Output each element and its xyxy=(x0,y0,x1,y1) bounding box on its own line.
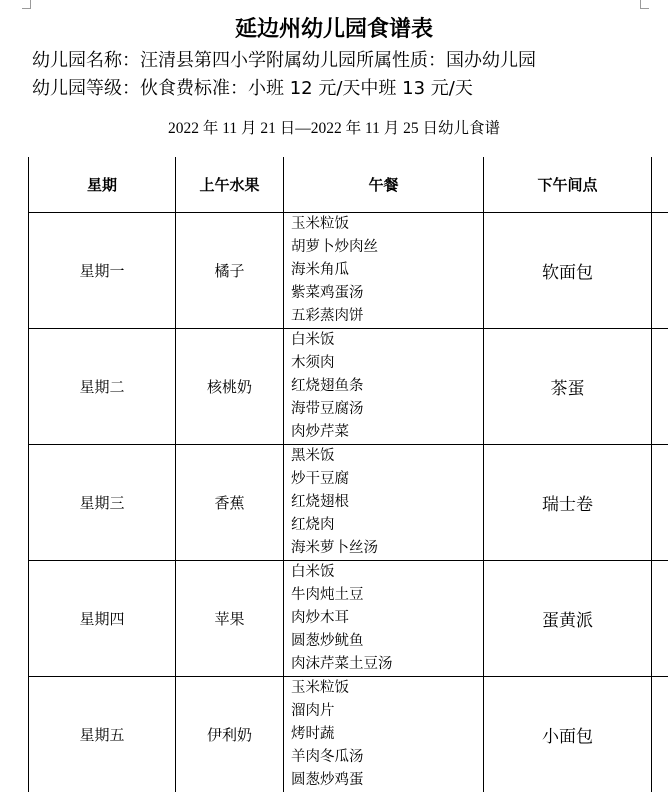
lunch-item: 白米饭 xyxy=(291,563,335,580)
lunch-cell xyxy=(284,444,484,560)
fruit-cell: 橘子 xyxy=(176,212,284,328)
snack-cell: 小面包 xyxy=(484,676,652,792)
lunch-item: 烤时蔬 xyxy=(291,725,335,742)
extra-cell xyxy=(652,444,668,560)
page-corner-mark-left xyxy=(22,0,31,9)
extra-cell xyxy=(652,212,668,328)
lunch-item: 玉米粒饭 xyxy=(291,679,349,696)
lunch-item: 牛肉炖土豆 xyxy=(291,586,364,603)
weekday-cell: 星期三 xyxy=(29,444,176,560)
header-weekday: 星期 xyxy=(29,157,176,212)
table-row xyxy=(29,444,668,560)
lunch-item: 圆葱炒鱿鱼 xyxy=(291,632,364,649)
lunch-item: 肉沫芹菜土豆汤 xyxy=(291,655,393,672)
lunch-cell xyxy=(284,676,484,792)
kindergarten-name-line: 幼儿园名称：汪清县第四小学附属幼儿园所属性质：国办幼儿园 xyxy=(32,50,536,71)
lunch-item: 炒干豆腐 xyxy=(291,470,349,487)
header-morning-fruit: 上午水果 xyxy=(176,157,284,212)
table-header-row xyxy=(29,157,668,212)
lunch-item: 紫菜鸡蛋汤 xyxy=(291,284,364,301)
lunch-item: 红烧肉 xyxy=(291,516,335,533)
extra-cell xyxy=(652,676,668,792)
lunch-item: 白米饭 xyxy=(291,331,335,348)
weekday-cell: 星期四 xyxy=(29,560,176,676)
lunch-cell xyxy=(284,212,484,328)
weekly-menu-table xyxy=(28,157,668,792)
table-row xyxy=(29,328,668,444)
snack-cell: 软面包 xyxy=(484,212,652,328)
lunch-item: 海带豆腐汤 xyxy=(291,400,364,417)
snack-cell: 茶蛋 xyxy=(484,328,652,444)
lunch-item: 羊肉冬瓜汤 xyxy=(291,748,364,765)
lunch-item: 肉炒芹菜 xyxy=(291,423,349,440)
lunch-item: 海米萝卜丝汤 xyxy=(291,539,378,556)
lunch-item: 木须肉 xyxy=(291,354,335,371)
lunch-item: 溜肉片 xyxy=(291,702,335,719)
extra-cell xyxy=(652,328,668,444)
table-row xyxy=(29,560,668,676)
header-extra-column xyxy=(652,157,668,212)
lunch-item: 胡萝卜炒肉丝 xyxy=(291,238,378,255)
weekday-cell: 星期五 xyxy=(29,676,176,792)
lunch-item: 海米角瓜 xyxy=(291,261,349,278)
lunch-item: 肉炒木耳 xyxy=(291,609,349,626)
page-corner-mark-right xyxy=(640,0,649,9)
lunch-item: 圆葱炒鸡蛋 xyxy=(291,771,364,788)
lunch-item: 玉米粒饭 xyxy=(291,215,349,232)
menu-date-range: 2022 年 11 月 21 日—2022 年 11 月 25 日幼儿食谱 xyxy=(167,120,501,137)
kindergarten-level-line: 幼儿园等级：伙食费标准：小班 12 元/天中班 13 元/天 xyxy=(32,78,473,99)
weekday-cell: 星期二 xyxy=(29,328,176,444)
table-row xyxy=(29,212,668,328)
lunch-item: 红烧翅根 xyxy=(291,493,349,510)
fruit-cell: 香蕉 xyxy=(176,444,284,560)
extra-cell xyxy=(652,560,668,676)
lunch-item: 黑米饭 xyxy=(291,447,335,464)
fruit-cell: 苹果 xyxy=(176,560,284,676)
fruit-cell: 核桃奶 xyxy=(176,328,284,444)
lunch-cell xyxy=(284,328,484,444)
snack-cell: 蛋黄派 xyxy=(484,560,652,676)
table-row xyxy=(29,676,668,792)
lunch-item: 五彩蒸肉饼 xyxy=(291,307,364,324)
snack-cell: 瑞士卷 xyxy=(484,444,652,560)
header-lunch: 午餐 xyxy=(284,157,484,212)
weekday-cell: 星期一 xyxy=(29,212,176,328)
document-title: 延边州幼儿园食谱表 xyxy=(234,17,433,42)
header-afternoon-snack: 下午间点 xyxy=(484,157,652,212)
fruit-cell: 伊利奶 xyxy=(176,676,284,792)
lunch-cell xyxy=(284,560,484,676)
lunch-item: 红烧翅鱼条 xyxy=(291,377,364,394)
